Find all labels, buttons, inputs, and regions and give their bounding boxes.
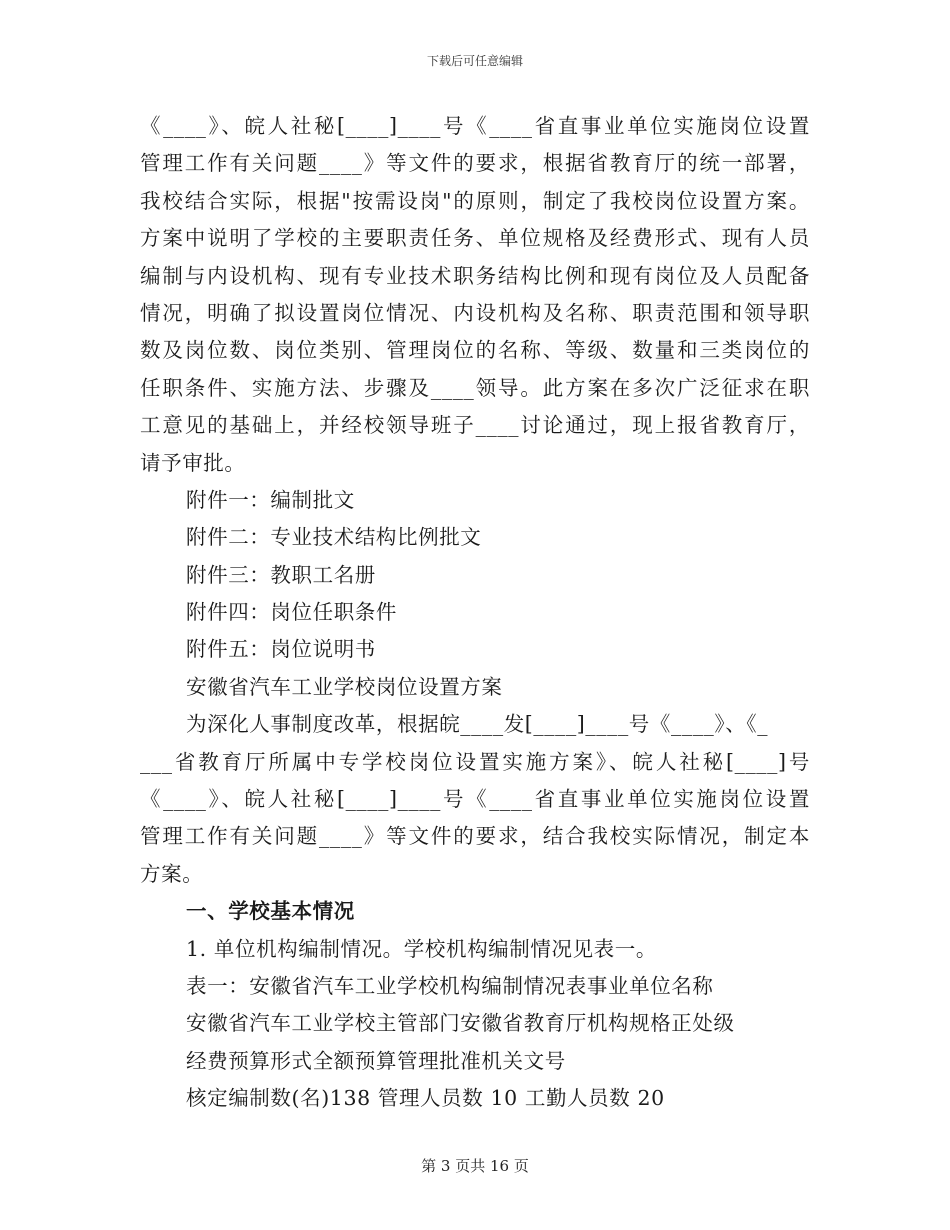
text-line: 请予审批。 — [140, 450, 246, 475]
text-line: 为深化人事制度改革，根据皖____发[____]____号《____》、《_ — [186, 712, 769, 737]
text-line: 附件四：岗位任职条件 — [186, 600, 397, 625]
text-line: 附件一：编制批文 — [186, 487, 355, 512]
text-line: 附件五：岗位说明书 — [186, 637, 376, 662]
document-body — [140, 108, 810, 1118]
text-line: 管理工作有关问题____》等文件的要求，根据省教育厅的统一部署， — [140, 151, 810, 176]
text-line: 工意见的基础上，并经校领导班子____讨论通过，现上报省教育厅， — [140, 413, 810, 438]
text-line: 附件三：教职工名册 — [186, 562, 376, 587]
text-line: 表一：安徽省汽车工业学校机构编制情况表事业单位名称 — [186, 973, 714, 998]
text-line: 附件二：专业技术结构比例批文 — [186, 525, 482, 550]
text-line: 方案。 — [140, 861, 204, 886]
text-line: 核定编制数(名)138 管理人员数 10 工勤人员数 20 — [186, 1086, 665, 1111]
text-line: 情况，明确了拟设置岗位情况、内设机构及名称、职责范围和领导职 — [140, 300, 810, 325]
page-header: 下载后可任意编辑 — [426, 54, 523, 68]
text-line: 方案中说明了学校的主要职责任务、单位规格及经费形式、现有人员 — [140, 226, 810, 251]
text-line: 安徽省汽车工业学校主管部门安徽省教育厅机构规格正处级 — [186, 1011, 735, 1036]
text-line: 一、学校基本情况 — [186, 899, 355, 924]
page-footer: 第 3 页共 16 页 — [421, 1157, 529, 1175]
text-line: 任职条件、实施方法、步骤及____领导。此方案在多次广泛征求在职 — [140, 375, 810, 400]
text-line: 经费预算形式全额预算管理批准机关文号 — [186, 1048, 566, 1073]
text-line: ___省教育厅所属中专学校岗位设置实施方案》、皖人社秘[____]号 — [140, 749, 810, 774]
text-line: 我校结合实际，根据"按需设岗"的原则，制定了我校岗位设置方案。 — [140, 188, 810, 213]
text-line: 数及岗位数、岗位类别、管理岗位的名称、等级、数量和三类岗位的 — [140, 338, 810, 363]
text-line: 《____》、皖人社秘[____]____号《____省直事业单位实施岗位设置 — [140, 787, 810, 812]
text-line: 管理工作有关问题____》等文件的要求，结合我校实际情况，制定本 — [140, 824, 810, 849]
text-line: 1. 单位机构编制情况。学校机构编制情况见表一。 — [186, 936, 657, 961]
text-line: 编制与内设机构、现有专业技术职务结构比例和现有岗位及人员配备 — [140, 263, 810, 288]
text-line: 《____》、皖人社秘[____]____号《____省直事业单位实施岗位设置 — [140, 114, 810, 138]
text-line: 安徽省汽车工业学校岗位设置方案 — [186, 674, 503, 699]
